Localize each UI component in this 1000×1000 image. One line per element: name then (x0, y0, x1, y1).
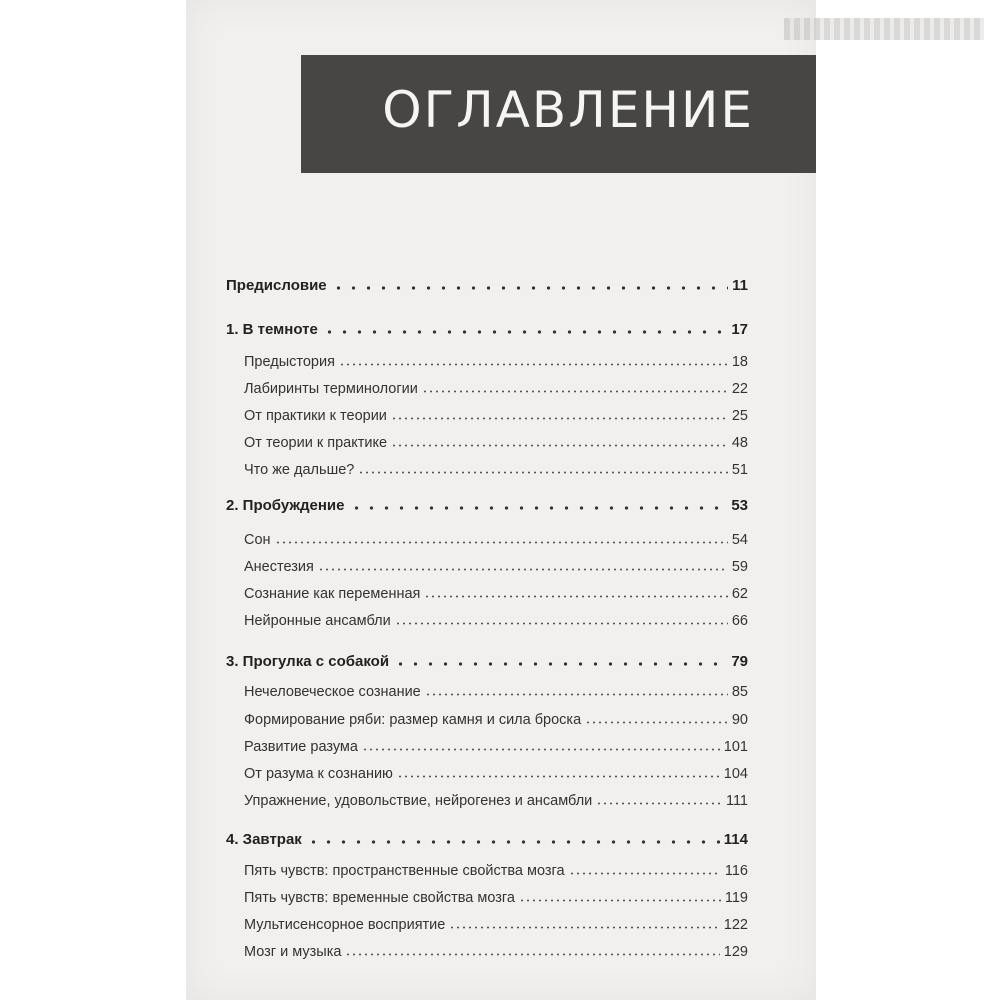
toc-entry-label: Нейронные ансамбли (244, 613, 391, 629)
toc-entry-label: Развитие разума (244, 739, 358, 755)
dot-leader (275, 541, 728, 544)
toc-section[interactable] (226, 607, 748, 629)
toc-entry-label: От теории к практике (244, 435, 388, 451)
toc-section[interactable] (226, 706, 748, 728)
dot-leader (358, 471, 728, 474)
toc-entry-label: Что же дальше? (244, 462, 355, 478)
toc-chapter-1[interactable] (226, 316, 748, 338)
toc-page-number: 90 (731, 712, 748, 728)
dot-leader (339, 363, 728, 366)
toc-section[interactable] (226, 402, 748, 424)
toc-page-number: 114 (723, 831, 748, 848)
toc-entry-label: Формирование ряби: размер камня и сила броска (244, 712, 582, 728)
toc-section[interactable] (226, 884, 748, 906)
toc-page-number: 119 (724, 890, 748, 906)
toc-section[interactable] (226, 760, 748, 782)
toc-entry-label: Анестезия (244, 559, 314, 575)
toc-section[interactable] (226, 456, 748, 478)
dot-leader (349, 506, 728, 510)
toc-entry-label: 3. Прогулка с собакой (226, 653, 390, 670)
dot-leader (322, 330, 728, 334)
toc-page-number: 17 (731, 321, 748, 338)
toc-section[interactable] (226, 857, 748, 879)
toc-entry-label: Упражнение, удовольствие, нейрогенез и ансамбли (244, 793, 593, 809)
toc-entry-label: Мультисенсорное восприятие (244, 917, 446, 933)
toc-entry-label: Пять чувств: пространственные свойства мозга (244, 863, 565, 879)
dot-leader (306, 840, 720, 844)
toc-page-number: 53 (731, 497, 748, 514)
toc-section[interactable] (226, 938, 748, 960)
dot-leader (393, 662, 727, 666)
toc-section[interactable] (226, 526, 748, 548)
dot-leader (424, 595, 727, 598)
dot-leader (318, 568, 728, 571)
toc-entry-label: Предыстория (244, 354, 335, 370)
toc-page-number: 79 (731, 653, 748, 670)
toc-section[interactable] (226, 553, 748, 575)
toc-page-number: 85 (731, 684, 748, 700)
toc-page-number: 18 (731, 354, 748, 370)
dot-leader (585, 721, 728, 724)
toc-entry-label: Предисловие (226, 277, 327, 294)
toc-entry-label: Лабиринты терминологии (244, 381, 418, 397)
toc-chapter-4[interactable] (226, 826, 748, 848)
dot-leader (519, 899, 721, 902)
dot-leader (397, 775, 720, 778)
dot-leader (425, 693, 728, 696)
toc-chapter-preface[interactable] (226, 272, 748, 294)
toc-section[interactable] (226, 733, 748, 755)
toc-page-number: 11 (732, 277, 748, 294)
toc-entry-label: От разума к сознанию (244, 766, 393, 782)
dot-leader (422, 390, 728, 393)
toc-entry-label: 4. Завтрак (226, 831, 302, 848)
title-banner (301, 55, 816, 173)
toc-section[interactable] (226, 787, 748, 809)
toc-page-number: 62 (731, 586, 748, 602)
toc-page-number: 66 (731, 613, 748, 629)
toc-entry-label: 2. Пробуждение (226, 497, 345, 514)
dot-leader (395, 622, 728, 625)
toc-page-number: 104 (723, 766, 748, 782)
toc-entry-label: Сознание как переменная (244, 586, 421, 602)
toc-section[interactable] (226, 580, 748, 602)
toc-section[interactable] (226, 375, 748, 397)
toc-page-number: 25 (731, 408, 748, 424)
dot-leader (569, 872, 721, 875)
toc-chapter-3[interactable] (226, 648, 748, 670)
toc-page-number: 122 (723, 917, 748, 933)
toc-section[interactable] (226, 678, 748, 700)
toc-entry-label: 1. В темноте (226, 321, 318, 338)
toc-page-number: 54 (731, 532, 748, 548)
dot-leader (596, 802, 722, 805)
toc-page-number: 22 (731, 381, 748, 397)
toc-page-number: 116 (724, 863, 748, 879)
dot-leader (449, 926, 719, 929)
dot-leader (391, 417, 728, 420)
toc-section[interactable] (226, 348, 748, 370)
bleed-through-header (784, 18, 984, 40)
toc-page-number: 51 (731, 462, 748, 478)
toc-chapter-2[interactable] (226, 492, 748, 514)
dot-leader (362, 748, 720, 751)
toc-entry-label: Мозг и музыка (244, 944, 342, 960)
toc-entry-label: Сон (244, 532, 271, 548)
dot-leader (391, 444, 728, 447)
toc-page-number: 111 (725, 793, 748, 809)
toc-entry-label: Нечеловеческое сознание (244, 684, 421, 700)
dot-leader (345, 953, 719, 956)
dot-leader (331, 286, 728, 290)
toc-entry-label: От практики к теории (244, 408, 387, 424)
toc-entry-label: Пять чувств: временные свойства мозга (244, 890, 515, 906)
toc-section[interactable] (226, 911, 748, 933)
page-title: ОГЛАВЛЕНИЕ (382, 81, 754, 139)
toc-page-number: 129 (723, 944, 748, 960)
toc-section[interactable] (226, 429, 748, 451)
toc-page-number: 48 (731, 435, 748, 451)
toc-page-number: 101 (723, 739, 748, 755)
toc-page-number: 59 (731, 559, 748, 575)
